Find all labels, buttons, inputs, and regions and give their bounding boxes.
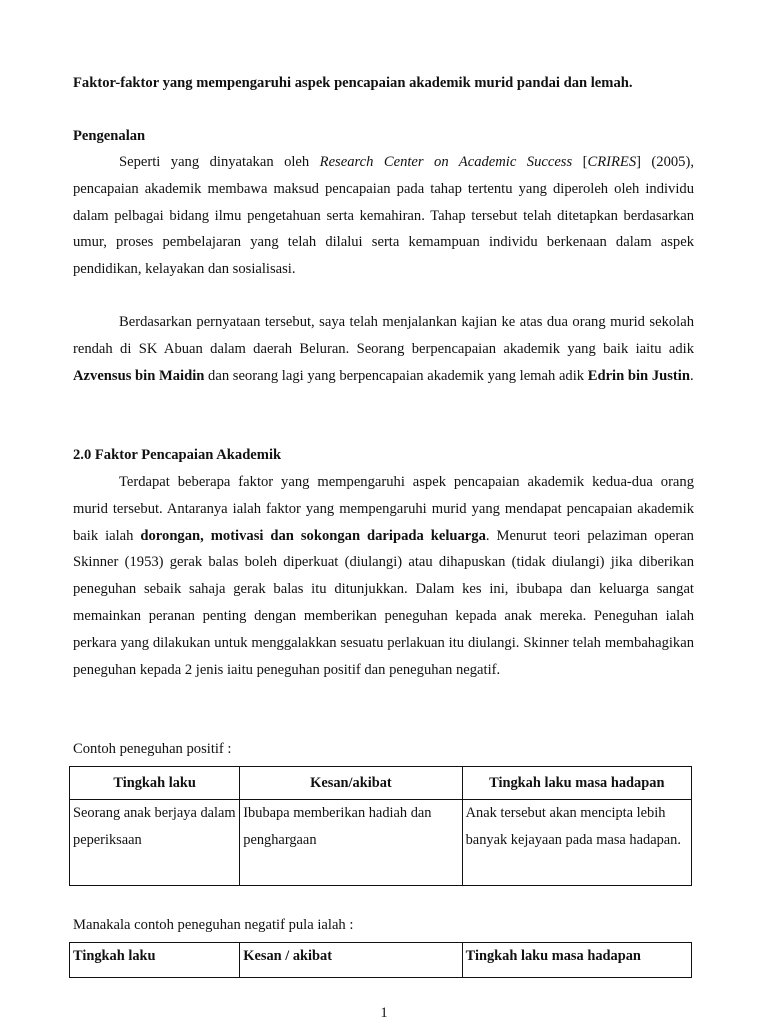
section-heading-introduction: Pengenalan bbox=[73, 128, 146, 144]
positive-reinforcement-table bbox=[69, 766, 692, 886]
key-factor-emphasis: dorongan, motivasi dan sokongan daripada keluarga bbox=[140, 527, 486, 544]
factors-paragraph bbox=[73, 469, 694, 683]
text-run: [ bbox=[572, 154, 588, 170]
text-run: Seperti yang dinyatakan oleh bbox=[119, 154, 320, 170]
negative-reinforcement-label: Manakala contoh peneguhan negatif pula ialah : bbox=[73, 917, 354, 933]
student-name-strong: Azvensus bin Maidin bbox=[73, 367, 205, 384]
table-cell: Ibubapa memberikan hadiah dan penghargaan bbox=[240, 800, 462, 886]
page-number: 1 bbox=[380, 1005, 388, 1021]
table-header-row bbox=[70, 943, 692, 978]
document-title: Faktor-faktor yang mempengaruhi aspek pencapaian akademik murid pandai dan lemah. bbox=[73, 75, 633, 91]
text-run: Terdapat beberapa faktor yang mempengaruhi aspek pencapaian akademik kedua-dua orang murid tersebut. Antaranya ialah faktor yang mempengaruhi murid yang mendapat pencapaian akademik baik ialah bbox=[73, 474, 694, 544]
organization-name: Research Center on Academic Success bbox=[319, 154, 573, 170]
organization-acronym: CRIRES bbox=[587, 154, 637, 170]
text-run: dan seorang lagi yang berpencapaian akademik yang lemah adik bbox=[204, 367, 588, 384]
table-cell: Seorang anak berjaya dalam peperiksaan bbox=[70, 800, 240, 886]
table-header-row bbox=[70, 767, 692, 800]
section-heading-factors: 2.0 Faktor Pencapaian Akademik bbox=[73, 447, 282, 463]
table-header-cell: Kesan/akibat bbox=[240, 767, 462, 800]
table-cell: Anak tersebut akan mencipta lebih banyak kejayaan pada masa hadapan. bbox=[462, 800, 691, 886]
table-header-cell: Tingkah laku masa hadapan bbox=[462, 943, 691, 978]
positive-reinforcement-label: Contoh peneguhan positif : bbox=[73, 741, 232, 757]
table-header-cell: Tingkah laku bbox=[70, 767, 240, 800]
negative-reinforcement-table bbox=[69, 942, 692, 978]
text-run: ] (2005), pencapaian akademik membawa maksud pencapaian pada tahap tertentu yang diperoleh oleh individu dalam pelbagai bidang ilmu pengetahuan serta kemahiran. Tahap tersebut telah ditetapkan berdasarkan umur, proses pembelajaran yang telah dilalui serta kemampuan individu berkenaan dalam aspek pendidikan, kelayakan dan sosialisasi. bbox=[73, 154, 694, 278]
text-run: Berdasarkan pernyataan tersebut, saya telah menjalankan kajian ke atas dua orang murid sekolah rendah di SK Abuan dalam daerah Beluran. Seorang berpencapaian akademik yang baik iaitu adik bbox=[73, 314, 694, 357]
table-row bbox=[70, 800, 692, 886]
intro-paragraph-1 bbox=[73, 149, 694, 283]
table-header-cell: Kesan / akibat bbox=[240, 943, 462, 978]
table-header-cell: Tingkah laku bbox=[70, 943, 240, 978]
table-header-cell: Tingkah laku masa hadapan bbox=[462, 767, 691, 800]
intro-paragraph-2 bbox=[73, 309, 694, 389]
text-run: . Menurut teori pelaziman operan Skinner (1953) gerak balas boleh diperkuat (diulangi) atau dihapuskan (tidak diulangi) jika diberikan peneguhan sebaik sahaja gerak balas itu ditunjukkan. Dalam kes ini, ibubapa dan keluarga sangat memainkan peranan penting dengan memberikan peneguhan kepada anak mereka. Peneguhan ialah perkara yang dilakukan untuk menggalakkan sesuatu perlakuan itu diulangi. Skinner telah membahagikan peneguhan kepada 2 jenis iaitu peneguhan positif dan peneguhan negatif. bbox=[73, 527, 694, 678]
student-name-weak: Edrin bin Justin bbox=[587, 367, 690, 384]
text-run: . bbox=[689, 367, 694, 384]
